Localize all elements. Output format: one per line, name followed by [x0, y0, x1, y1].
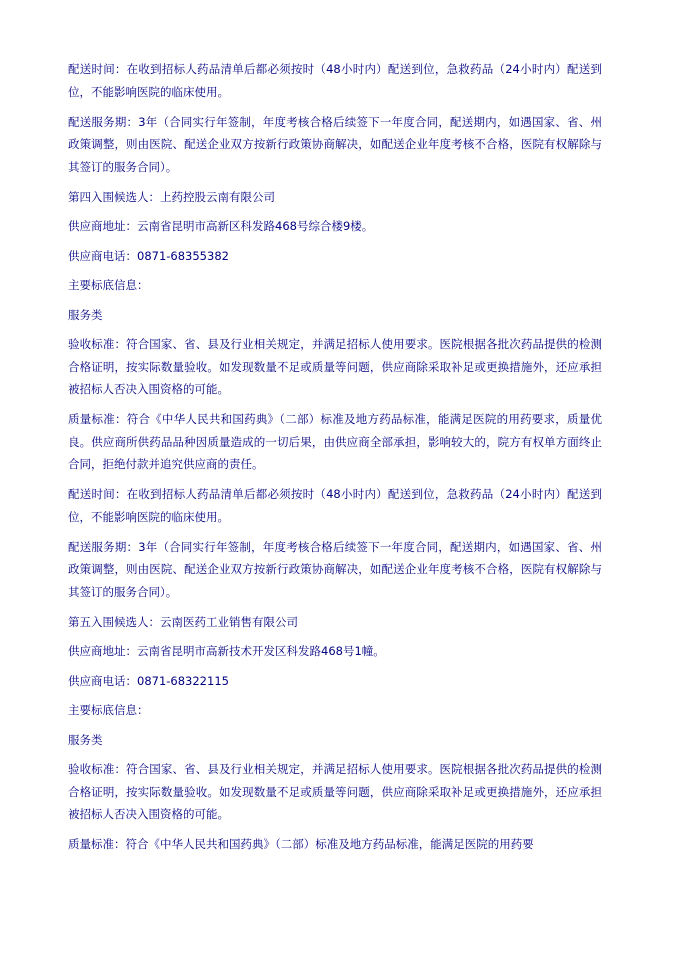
paragraph-delivery-time-4: 配送时间：在收到招标人药品清单后都必须按时（48小时内）配送到位，急救药品（24小时内）配送到位，不能影响医院的临床使用。: [68, 487, 602, 524]
paragraph-acceptance-standard-4: 验收标准：符合国家、省、县及行业相关规定，并满足招标人使用要求。医院根据各批次药品提供的检测合格证明，按实际数量验收。如发现数量不足或质量等问题，供应商除采取补足或更换措施外，还应承担被招标人否决入围资格的可能。: [68, 337, 602, 396]
paragraph-supplier-phone-5: 供应商电话：0871-68322115: [68, 673, 229, 688]
paragraph-acceptance-standard-5: 验收标准：符合国家、省、县及行业相关规定，并满足招标人使用要求。医院根据各批次药品提供的检测合格证明，按实际数量验收。如发现数量不足或质量等问题，供应商除采取补足或更换措施外，还应承担被招标人否决入围资格的可能。: [68, 762, 602, 821]
paragraph-supplier-address-5: 供应商地址：云南省昆明市高新技术开发区科发路468号1幢。: [68, 644, 385, 658]
paragraph-bid-info-heading-4: 主要标底信息：: [68, 278, 149, 292]
paragraph-service-category-4: 服务类: [68, 307, 103, 322]
paragraph-quality-standard-5: 质量标准：符合《中华人民共和国药典》（二部）标准及地方药品标准，能满足医院的用药要: [68, 837, 534, 851]
paragraph-candidate-4: 第四入围候选人：上药控股云南有限公司: [68, 189, 275, 204]
paragraph-delivery-time-1: 配送时间：在收到招标人药品清单后都必须按时（48小时内）配送到位，急救药品（24小时内）配送到位，不能影响医院的临床使用。: [68, 62, 602, 99]
document-page: [68, 58, 602, 863]
paragraph-candidate-5: 第五入围候选人：云南医药工业销售有限公司: [68, 614, 298, 629]
paragraph-service-period-1: 配送服务期：3年（合同实行年签制，年度考核合格后续签下一年度合同，配送期内，如遇国家、省、州政策调整，则由医院、配送企业双方按新行政策协商解决，如配送企业年度考核不合格，医院有权解除与其签订的服务合同）。: [68, 114, 602, 174]
paragraph-bid-info-heading-5: 主要标底信息：: [68, 703, 149, 717]
paragraph-service-category-5: 服务类: [68, 732, 103, 747]
paragraph-quality-standard-4: 质量标准：符合《中华人民共和国药典》（二部）标准及地方药品标准，能满足医院的用药要求，质量优良。供应商所供药品品种因质量造成的一切后果，由供应商全部承担，影响较大的，院方有权单方面终止合同，拒绝付款并追究供应商的责任。: [68, 412, 602, 471]
paragraph-service-period-4: 配送服务期：3年（合同实行年签制，年度考核合格后续签下一年度合同，配送期内，如遇国家、省、州政策调整，则由医院、配送企业双方按新行政策协商解决，如配送企业年度考核不合格，医院有权解除与其签订的服务合同）。: [68, 539, 602, 599]
paragraph-supplier-address-4: 供应商地址：云南省昆明市高新区科发路468号综合楼9楼。: [68, 219, 374, 233]
paragraph-supplier-phone-4: 供应商电话：0871-68355382: [68, 248, 229, 263]
